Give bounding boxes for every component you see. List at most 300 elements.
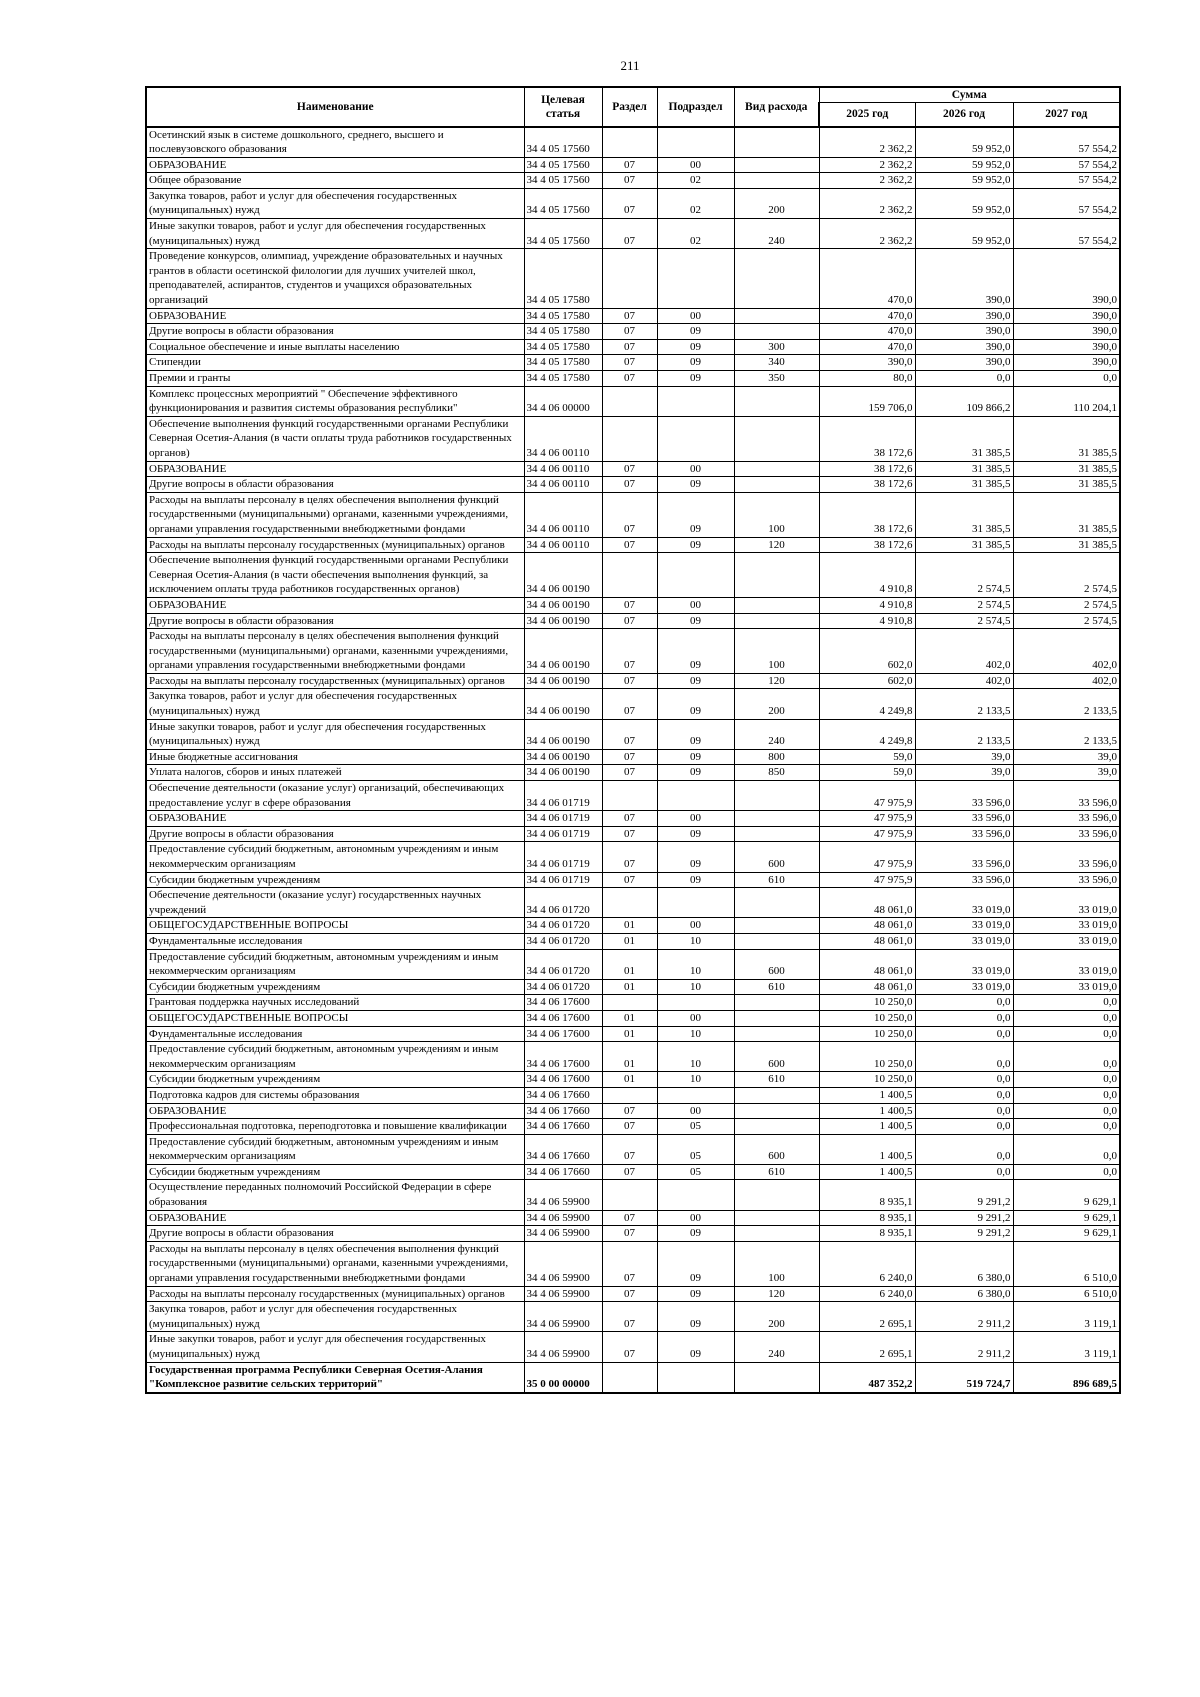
row-sum-2026: 0,0 bbox=[915, 1119, 1013, 1135]
row-sum-2027: 390,0 bbox=[1013, 355, 1120, 371]
row-expense bbox=[734, 308, 819, 324]
row-subsection: 02 bbox=[657, 173, 734, 189]
row-sum-2026: 33 019,0 bbox=[915, 933, 1013, 949]
row-name: Иные закупки товаров, работ и услуг для обеспечения государственных (муниципальных) нужд bbox=[146, 1332, 524, 1362]
row-sum-2026: 9 291,2 bbox=[915, 1180, 1013, 1210]
row-sum-2027: 390,0 bbox=[1013, 249, 1120, 308]
table-row bbox=[146, 1362, 1120, 1393]
table-row bbox=[146, 157, 1120, 173]
row-sum-2025: 470,0 bbox=[819, 249, 915, 308]
row-sum-2026: 390,0 bbox=[915, 324, 1013, 340]
table-row bbox=[146, 461, 1120, 477]
table-row bbox=[146, 888, 1120, 918]
row-target: 34 4 06 00190 bbox=[524, 765, 602, 781]
row-target: 34 4 05 17560 bbox=[524, 127, 602, 158]
row-sum-2025: 1 400,5 bbox=[819, 1103, 915, 1119]
row-name: Предоставление субсидий бюджетным, автономным учреждениям и иным некоммерческим организациям bbox=[146, 1134, 524, 1164]
row-sum-2026: 402,0 bbox=[915, 629, 1013, 674]
row-name: Премии и гранты bbox=[146, 371, 524, 387]
row-subsection: 05 bbox=[657, 1164, 734, 1180]
row-sum-2025: 390,0 bbox=[819, 355, 915, 371]
row-target: 34 4 06 01719 bbox=[524, 781, 602, 811]
table-row bbox=[146, 173, 1120, 189]
table-row bbox=[146, 308, 1120, 324]
row-target: 34 4 06 00110 bbox=[524, 537, 602, 553]
row-name: Профессиональная подготовка, переподготовка и повышение квалификации bbox=[146, 1119, 524, 1135]
row-expense bbox=[734, 1087, 819, 1103]
table-row bbox=[146, 1164, 1120, 1180]
row-section: 01 bbox=[602, 933, 657, 949]
table-row bbox=[146, 765, 1120, 781]
table-row bbox=[146, 597, 1120, 613]
row-sum-2025: 2 695,1 bbox=[819, 1302, 915, 1332]
table-row bbox=[146, 1332, 1120, 1362]
row-sum-2026: 0,0 bbox=[915, 1010, 1013, 1026]
row-sum-2025: 4 249,8 bbox=[819, 719, 915, 749]
row-sum-2025: 47 975,9 bbox=[819, 811, 915, 827]
table-row bbox=[146, 1103, 1120, 1119]
row-target: 34 4 05 17560 bbox=[524, 173, 602, 189]
row-target: 34 4 06 17660 bbox=[524, 1164, 602, 1180]
row-target: 34 4 06 59900 bbox=[524, 1226, 602, 1242]
row-target: 34 4 06 00190 bbox=[524, 629, 602, 674]
row-expense bbox=[734, 1010, 819, 1026]
table-row bbox=[146, 553, 1120, 598]
row-sum-2027: 2 574,5 bbox=[1013, 613, 1120, 629]
row-section: 07 bbox=[602, 157, 657, 173]
row-sum-2026: 0,0 bbox=[915, 1134, 1013, 1164]
row-expense: 350 bbox=[734, 371, 819, 387]
budget-table bbox=[145, 86, 1121, 1394]
row-section: 07 bbox=[602, 1103, 657, 1119]
row-sum-2026: 33 019,0 bbox=[915, 949, 1013, 979]
row-target: 34 4 06 17600 bbox=[524, 1072, 602, 1088]
row-subsection: 00 bbox=[657, 1103, 734, 1119]
row-target: 35 0 00 00000 bbox=[524, 1362, 602, 1393]
row-expense: 600 bbox=[734, 1134, 819, 1164]
row-name: ОБРАЗОВАНИЕ bbox=[146, 1103, 524, 1119]
row-expense: 240 bbox=[734, 1332, 819, 1362]
row-sum-2026: 33 596,0 bbox=[915, 781, 1013, 811]
row-sum-2027: 0,0 bbox=[1013, 1010, 1120, 1026]
row-subsection: 09 bbox=[657, 1286, 734, 1302]
row-sum-2026: 33 596,0 bbox=[915, 842, 1013, 872]
row-subsection: 09 bbox=[657, 1302, 734, 1332]
row-expense bbox=[734, 249, 819, 308]
row-expense bbox=[734, 811, 819, 827]
row-name: ОБРАЗОВАНИЕ bbox=[146, 157, 524, 173]
row-sum-2025: 487 352,2 bbox=[819, 1362, 915, 1393]
row-target: 34 4 06 01719 bbox=[524, 842, 602, 872]
table-body bbox=[146, 127, 1120, 1393]
row-section: 01 bbox=[602, 918, 657, 934]
header-target: Целевая статья bbox=[524, 87, 602, 127]
row-subsection: 09 bbox=[657, 872, 734, 888]
row-section: 07 bbox=[602, 872, 657, 888]
row-sum-2026: 33 019,0 bbox=[915, 888, 1013, 918]
row-sum-2025: 48 061,0 bbox=[819, 979, 915, 995]
row-sum-2027: 57 554,2 bbox=[1013, 173, 1120, 189]
header-name: Наименование bbox=[146, 87, 524, 127]
row-target: 34 4 06 00000 bbox=[524, 386, 602, 416]
row-sum-2027: 0,0 bbox=[1013, 1103, 1120, 1119]
table-row bbox=[146, 1226, 1120, 1242]
table-row bbox=[146, 811, 1120, 827]
row-target: 34 4 06 00190 bbox=[524, 719, 602, 749]
row-section bbox=[602, 127, 657, 158]
row-sum-2025: 47 975,9 bbox=[819, 826, 915, 842]
row-sum-2027: 0,0 bbox=[1013, 1087, 1120, 1103]
row-expense: 610 bbox=[734, 1072, 819, 1088]
row-target: 34 4 06 59900 bbox=[524, 1302, 602, 1332]
row-sum-2025: 2 362,2 bbox=[819, 188, 915, 218]
row-sum-2025: 48 061,0 bbox=[819, 933, 915, 949]
table-row bbox=[146, 371, 1120, 387]
row-sum-2026: 109 866,2 bbox=[915, 386, 1013, 416]
row-subsection: 09 bbox=[657, 1226, 734, 1242]
row-name: Закупка товаров, работ и услуг для обеспечения государственных (муниципальных) нужд bbox=[146, 689, 524, 719]
header-section: Раздел bbox=[602, 87, 657, 127]
table-row bbox=[146, 749, 1120, 765]
row-sum-2027: 3 119,1 bbox=[1013, 1332, 1120, 1362]
row-sum-2027: 33 596,0 bbox=[1013, 872, 1120, 888]
row-sum-2025: 47 975,9 bbox=[819, 842, 915, 872]
row-section: 07 bbox=[602, 1302, 657, 1332]
row-sum-2026: 0,0 bbox=[915, 1164, 1013, 1180]
row-expense bbox=[734, 324, 819, 340]
row-target: 34 4 05 17580 bbox=[524, 324, 602, 340]
row-sum-2025: 8 935,1 bbox=[819, 1210, 915, 1226]
row-section: 07 bbox=[602, 689, 657, 719]
row-name: Осетинский язык в системе дошкольного, среднего, высшего и послевузовского образования bbox=[146, 127, 524, 158]
table-row bbox=[146, 826, 1120, 842]
row-sum-2025: 6 240,0 bbox=[819, 1286, 915, 1302]
row-section: 07 bbox=[602, 371, 657, 387]
row-target: 34 4 05 17580 bbox=[524, 355, 602, 371]
row-sum-2025: 1 400,5 bbox=[819, 1087, 915, 1103]
row-sum-2026: 0,0 bbox=[915, 1072, 1013, 1088]
row-name: Расходы на выплаты персоналу в целях обеспечения выполнения функций государственными (муниципальными) органами, казенными учреждениями, органами управления государственными внебюджетными фондами bbox=[146, 1241, 524, 1286]
header-expense: Вид расхода bbox=[734, 87, 819, 127]
row-sum-2027: 33 019,0 bbox=[1013, 918, 1120, 934]
table-row bbox=[146, 537, 1120, 553]
row-expense bbox=[734, 597, 819, 613]
row-sum-2025: 470,0 bbox=[819, 324, 915, 340]
row-expense: 120 bbox=[734, 537, 819, 553]
row-target: 34 4 06 01720 bbox=[524, 888, 602, 918]
row-target: 34 4 06 17600 bbox=[524, 1026, 602, 1042]
row-expense bbox=[734, 1210, 819, 1226]
row-section bbox=[602, 1087, 657, 1103]
row-expense: 200 bbox=[734, 188, 819, 218]
row-target: 34 4 06 01720 bbox=[524, 979, 602, 995]
row-sum-2027: 9 629,1 bbox=[1013, 1210, 1120, 1226]
row-name: Социальное обеспечение и иные выплаты населению bbox=[146, 339, 524, 355]
row-sum-2027: 2 574,5 bbox=[1013, 597, 1120, 613]
row-name: Расходы на выплаты персоналу государственных (муниципальных) органов bbox=[146, 537, 524, 553]
row-sum-2026: 390,0 bbox=[915, 339, 1013, 355]
row-sum-2026: 31 385,5 bbox=[915, 537, 1013, 553]
row-section: 07 bbox=[602, 219, 657, 249]
row-target: 34 4 06 00190 bbox=[524, 673, 602, 689]
row-name: Другие вопросы в области образования bbox=[146, 1226, 524, 1242]
row-target: 34 4 06 01719 bbox=[524, 826, 602, 842]
row-name: Предоставление субсидий бюджетным, автономным учреждениям и иным некоммерческим организациям bbox=[146, 842, 524, 872]
row-sum-2026: 6 380,0 bbox=[915, 1241, 1013, 1286]
row-target: 34 4 06 01720 bbox=[524, 918, 602, 934]
row-section: 07 bbox=[602, 749, 657, 765]
row-subsection: 09 bbox=[657, 765, 734, 781]
header-2026: 2026 год bbox=[915, 103, 1013, 127]
row-section bbox=[602, 1362, 657, 1393]
row-sum-2027: 57 554,2 bbox=[1013, 157, 1120, 173]
row-subsection: 09 bbox=[657, 719, 734, 749]
row-name: Обеспечение деятельности (оказание услуг) государственных научных учреждений bbox=[146, 888, 524, 918]
row-sum-2026: 0,0 bbox=[915, 1103, 1013, 1119]
row-sum-2025: 38 172,6 bbox=[819, 416, 915, 461]
row-expense bbox=[734, 1226, 819, 1242]
row-sum-2026: 31 385,5 bbox=[915, 477, 1013, 493]
row-sum-2026: 59 952,0 bbox=[915, 127, 1013, 158]
row-name: Иные бюджетные ассигнования bbox=[146, 749, 524, 765]
row-section: 07 bbox=[602, 811, 657, 827]
row-sum-2025: 59,0 bbox=[819, 749, 915, 765]
row-section bbox=[602, 386, 657, 416]
row-sum-2025: 2 695,1 bbox=[819, 1332, 915, 1362]
table-row bbox=[146, 949, 1120, 979]
table-row bbox=[146, 613, 1120, 629]
table-row bbox=[146, 324, 1120, 340]
row-subsection: 09 bbox=[657, 673, 734, 689]
row-subsection: 09 bbox=[657, 339, 734, 355]
table-row bbox=[146, 477, 1120, 493]
row-expense bbox=[734, 386, 819, 416]
row-subsection: 00 bbox=[657, 1210, 734, 1226]
row-target: 34 4 06 17660 bbox=[524, 1103, 602, 1119]
row-sum-2026: 0,0 bbox=[915, 1042, 1013, 1072]
row-expense: 600 bbox=[734, 842, 819, 872]
row-sum-2027: 0,0 bbox=[1013, 1164, 1120, 1180]
row-name: Субсидии бюджетным учреждениям bbox=[146, 1164, 524, 1180]
row-section: 07 bbox=[602, 339, 657, 355]
row-target: 34 4 06 17600 bbox=[524, 995, 602, 1011]
row-sum-2026: 2 911,2 bbox=[915, 1332, 1013, 1362]
row-section: 07 bbox=[602, 597, 657, 613]
row-target: 34 4 06 00190 bbox=[524, 749, 602, 765]
row-sum-2027: 896 689,5 bbox=[1013, 1362, 1120, 1393]
row-sum-2026: 33 596,0 bbox=[915, 826, 1013, 842]
row-subsection: 02 bbox=[657, 188, 734, 218]
row-sum-2027: 0,0 bbox=[1013, 1042, 1120, 1072]
row-section: 07 bbox=[602, 842, 657, 872]
row-sum-2026: 9 291,2 bbox=[915, 1226, 1013, 1242]
row-sum-2025: 602,0 bbox=[819, 629, 915, 674]
table-row bbox=[146, 673, 1120, 689]
row-section: 07 bbox=[602, 613, 657, 629]
row-sum-2026: 2 574,5 bbox=[915, 553, 1013, 598]
row-sum-2025: 48 061,0 bbox=[819, 949, 915, 979]
row-sum-2026: 402,0 bbox=[915, 673, 1013, 689]
row-section: 07 bbox=[602, 1210, 657, 1226]
row-subsection: 09 bbox=[657, 842, 734, 872]
row-sum-2026: 33 019,0 bbox=[915, 918, 1013, 934]
row-sum-2027: 110 204,1 bbox=[1013, 386, 1120, 416]
row-subsection: 09 bbox=[657, 1332, 734, 1362]
row-sum-2026: 33 596,0 bbox=[915, 872, 1013, 888]
row-sum-2025: 10 250,0 bbox=[819, 1042, 915, 1072]
row-expense: 200 bbox=[734, 689, 819, 719]
row-sum-2026: 0,0 bbox=[915, 995, 1013, 1011]
row-subsection: 05 bbox=[657, 1119, 734, 1135]
row-subsection bbox=[657, 995, 734, 1011]
row-section: 07 bbox=[602, 355, 657, 371]
row-expense: 850 bbox=[734, 765, 819, 781]
row-target: 34 4 06 01720 bbox=[524, 949, 602, 979]
row-section: 01 bbox=[602, 979, 657, 995]
row-subsection: 09 bbox=[657, 1241, 734, 1286]
row-name: Субсидии бюджетным учреждениям bbox=[146, 872, 524, 888]
row-section: 01 bbox=[602, 1010, 657, 1026]
header-2027: 2027 год bbox=[1013, 103, 1120, 127]
row-expense: 120 bbox=[734, 673, 819, 689]
row-sum-2025: 10 250,0 bbox=[819, 995, 915, 1011]
row-sum-2027: 390,0 bbox=[1013, 324, 1120, 340]
row-target: 34 4 06 59900 bbox=[524, 1210, 602, 1226]
row-section: 01 bbox=[602, 1026, 657, 1042]
row-section: 01 bbox=[602, 1042, 657, 1072]
row-target: 34 4 06 59900 bbox=[524, 1180, 602, 1210]
row-name: Стипендии bbox=[146, 355, 524, 371]
row-expense: 100 bbox=[734, 492, 819, 537]
table-row bbox=[146, 629, 1120, 674]
table-row bbox=[146, 689, 1120, 719]
row-sum-2025: 10 250,0 bbox=[819, 1010, 915, 1026]
row-sum-2027: 57 554,2 bbox=[1013, 188, 1120, 218]
row-subsection: 09 bbox=[657, 689, 734, 719]
table-row bbox=[146, 355, 1120, 371]
row-name: Уплата налогов, сборов и иных платежей bbox=[146, 765, 524, 781]
row-sum-2025: 1 400,5 bbox=[819, 1164, 915, 1180]
row-name: ОБРАЗОВАНИЕ bbox=[146, 597, 524, 613]
row-target: 34 4 05 17560 bbox=[524, 157, 602, 173]
row-sum-2027: 402,0 bbox=[1013, 673, 1120, 689]
row-subsection bbox=[657, 888, 734, 918]
row-subsection bbox=[657, 249, 734, 308]
row-section: 07 bbox=[602, 719, 657, 749]
row-expense bbox=[734, 918, 819, 934]
row-expense bbox=[734, 157, 819, 173]
row-section: 07 bbox=[602, 765, 657, 781]
row-expense bbox=[734, 1362, 819, 1393]
row-section bbox=[602, 249, 657, 308]
row-section bbox=[602, 416, 657, 461]
row-sum-2027: 6 510,0 bbox=[1013, 1241, 1120, 1286]
row-sum-2026: 390,0 bbox=[915, 249, 1013, 308]
row-target: 34 4 05 17580 bbox=[524, 339, 602, 355]
row-sum-2027: 31 385,5 bbox=[1013, 461, 1120, 477]
row-sum-2026: 2 133,5 bbox=[915, 719, 1013, 749]
row-target: 34 4 05 17580 bbox=[524, 308, 602, 324]
row-sum-2026: 390,0 bbox=[915, 308, 1013, 324]
row-subsection: 09 bbox=[657, 537, 734, 553]
row-name: ОБРАЗОВАНИЕ bbox=[146, 308, 524, 324]
row-expense bbox=[734, 1180, 819, 1210]
row-section: 07 bbox=[602, 1226, 657, 1242]
table-row bbox=[146, 1302, 1120, 1332]
row-sum-2027: 0,0 bbox=[1013, 1072, 1120, 1088]
row-target: 34 4 06 00110 bbox=[524, 492, 602, 537]
row-sum-2025: 47 975,9 bbox=[819, 781, 915, 811]
row-expense: 240 bbox=[734, 719, 819, 749]
row-expense: 240 bbox=[734, 219, 819, 249]
row-expense bbox=[734, 613, 819, 629]
row-sum-2026: 59 952,0 bbox=[915, 173, 1013, 189]
row-name: Фундаментальные исследования bbox=[146, 1026, 524, 1042]
table-row bbox=[146, 188, 1120, 218]
row-name: Другие вопросы в области образования bbox=[146, 826, 524, 842]
row-sum-2025: 2 362,2 bbox=[819, 219, 915, 249]
table-row bbox=[146, 719, 1120, 749]
row-expense bbox=[734, 888, 819, 918]
row-subsection: 10 bbox=[657, 1042, 734, 1072]
row-section: 07 bbox=[602, 1119, 657, 1135]
row-sum-2027: 0,0 bbox=[1013, 1134, 1120, 1164]
row-target: 34 4 06 17660 bbox=[524, 1119, 602, 1135]
row-sum-2025: 48 061,0 bbox=[819, 888, 915, 918]
row-subsection: 09 bbox=[657, 492, 734, 537]
row-section bbox=[602, 995, 657, 1011]
row-target: 34 4 06 17660 bbox=[524, 1087, 602, 1103]
row-sum-2027: 390,0 bbox=[1013, 308, 1120, 324]
row-sum-2027: 9 629,1 bbox=[1013, 1226, 1120, 1242]
row-name: Общее образование bbox=[146, 173, 524, 189]
row-name: Проведение конкурсов, олимпиад, учреждение образовательных и научных грантов в области осетинской филологии для лучших учителей школ, преподавателей, аспирантов, студентов и учащихся образовательных организаций bbox=[146, 249, 524, 308]
row-sum-2027: 0,0 bbox=[1013, 371, 1120, 387]
row-sum-2025: 59,0 bbox=[819, 765, 915, 781]
row-expense bbox=[734, 826, 819, 842]
row-name: Обеспечение деятельности (оказание услуг) организаций, обеспечивающих предоставление услуг в сфере образования bbox=[146, 781, 524, 811]
row-subsection bbox=[657, 386, 734, 416]
row-sum-2025: 8 935,1 bbox=[819, 1180, 915, 1210]
row-expense bbox=[734, 127, 819, 158]
row-sum-2027: 33 596,0 bbox=[1013, 811, 1120, 827]
row-expense: 610 bbox=[734, 1164, 819, 1180]
row-name: ОБРАЗОВАНИЕ bbox=[146, 811, 524, 827]
row-sum-2027: 390,0 bbox=[1013, 339, 1120, 355]
row-sum-2027: 33 019,0 bbox=[1013, 933, 1120, 949]
row-name: Закупка товаров, работ и услуг для обеспечения государственных (муниципальных) нужд bbox=[146, 188, 524, 218]
row-sum-2026: 2 911,2 bbox=[915, 1302, 1013, 1332]
table-row bbox=[146, 249, 1120, 308]
row-sum-2027: 2 133,5 bbox=[1013, 689, 1120, 719]
row-sum-2025: 4 910,8 bbox=[819, 597, 915, 613]
row-name: Предоставление субсидий бюджетным, автономным учреждениям и иным некоммерческим организациям bbox=[146, 1042, 524, 1072]
row-sum-2025: 4 249,8 bbox=[819, 689, 915, 719]
row-section: 07 bbox=[602, 173, 657, 189]
row-sum-2025: 1 400,5 bbox=[819, 1134, 915, 1164]
row-sum-2025: 38 172,6 bbox=[819, 492, 915, 537]
table-row bbox=[146, 1026, 1120, 1042]
row-sum-2027: 39,0 bbox=[1013, 749, 1120, 765]
row-subsection: 10 bbox=[657, 949, 734, 979]
row-target: 34 4 06 59900 bbox=[524, 1286, 602, 1302]
row-sum-2026: 390,0 bbox=[915, 355, 1013, 371]
row-name: ОБРАЗОВАНИЕ bbox=[146, 461, 524, 477]
row-subsection: 09 bbox=[657, 371, 734, 387]
row-sum-2026: 39,0 bbox=[915, 749, 1013, 765]
row-expense: 340 bbox=[734, 355, 819, 371]
header-sum: Сумма bbox=[819, 87, 1120, 103]
